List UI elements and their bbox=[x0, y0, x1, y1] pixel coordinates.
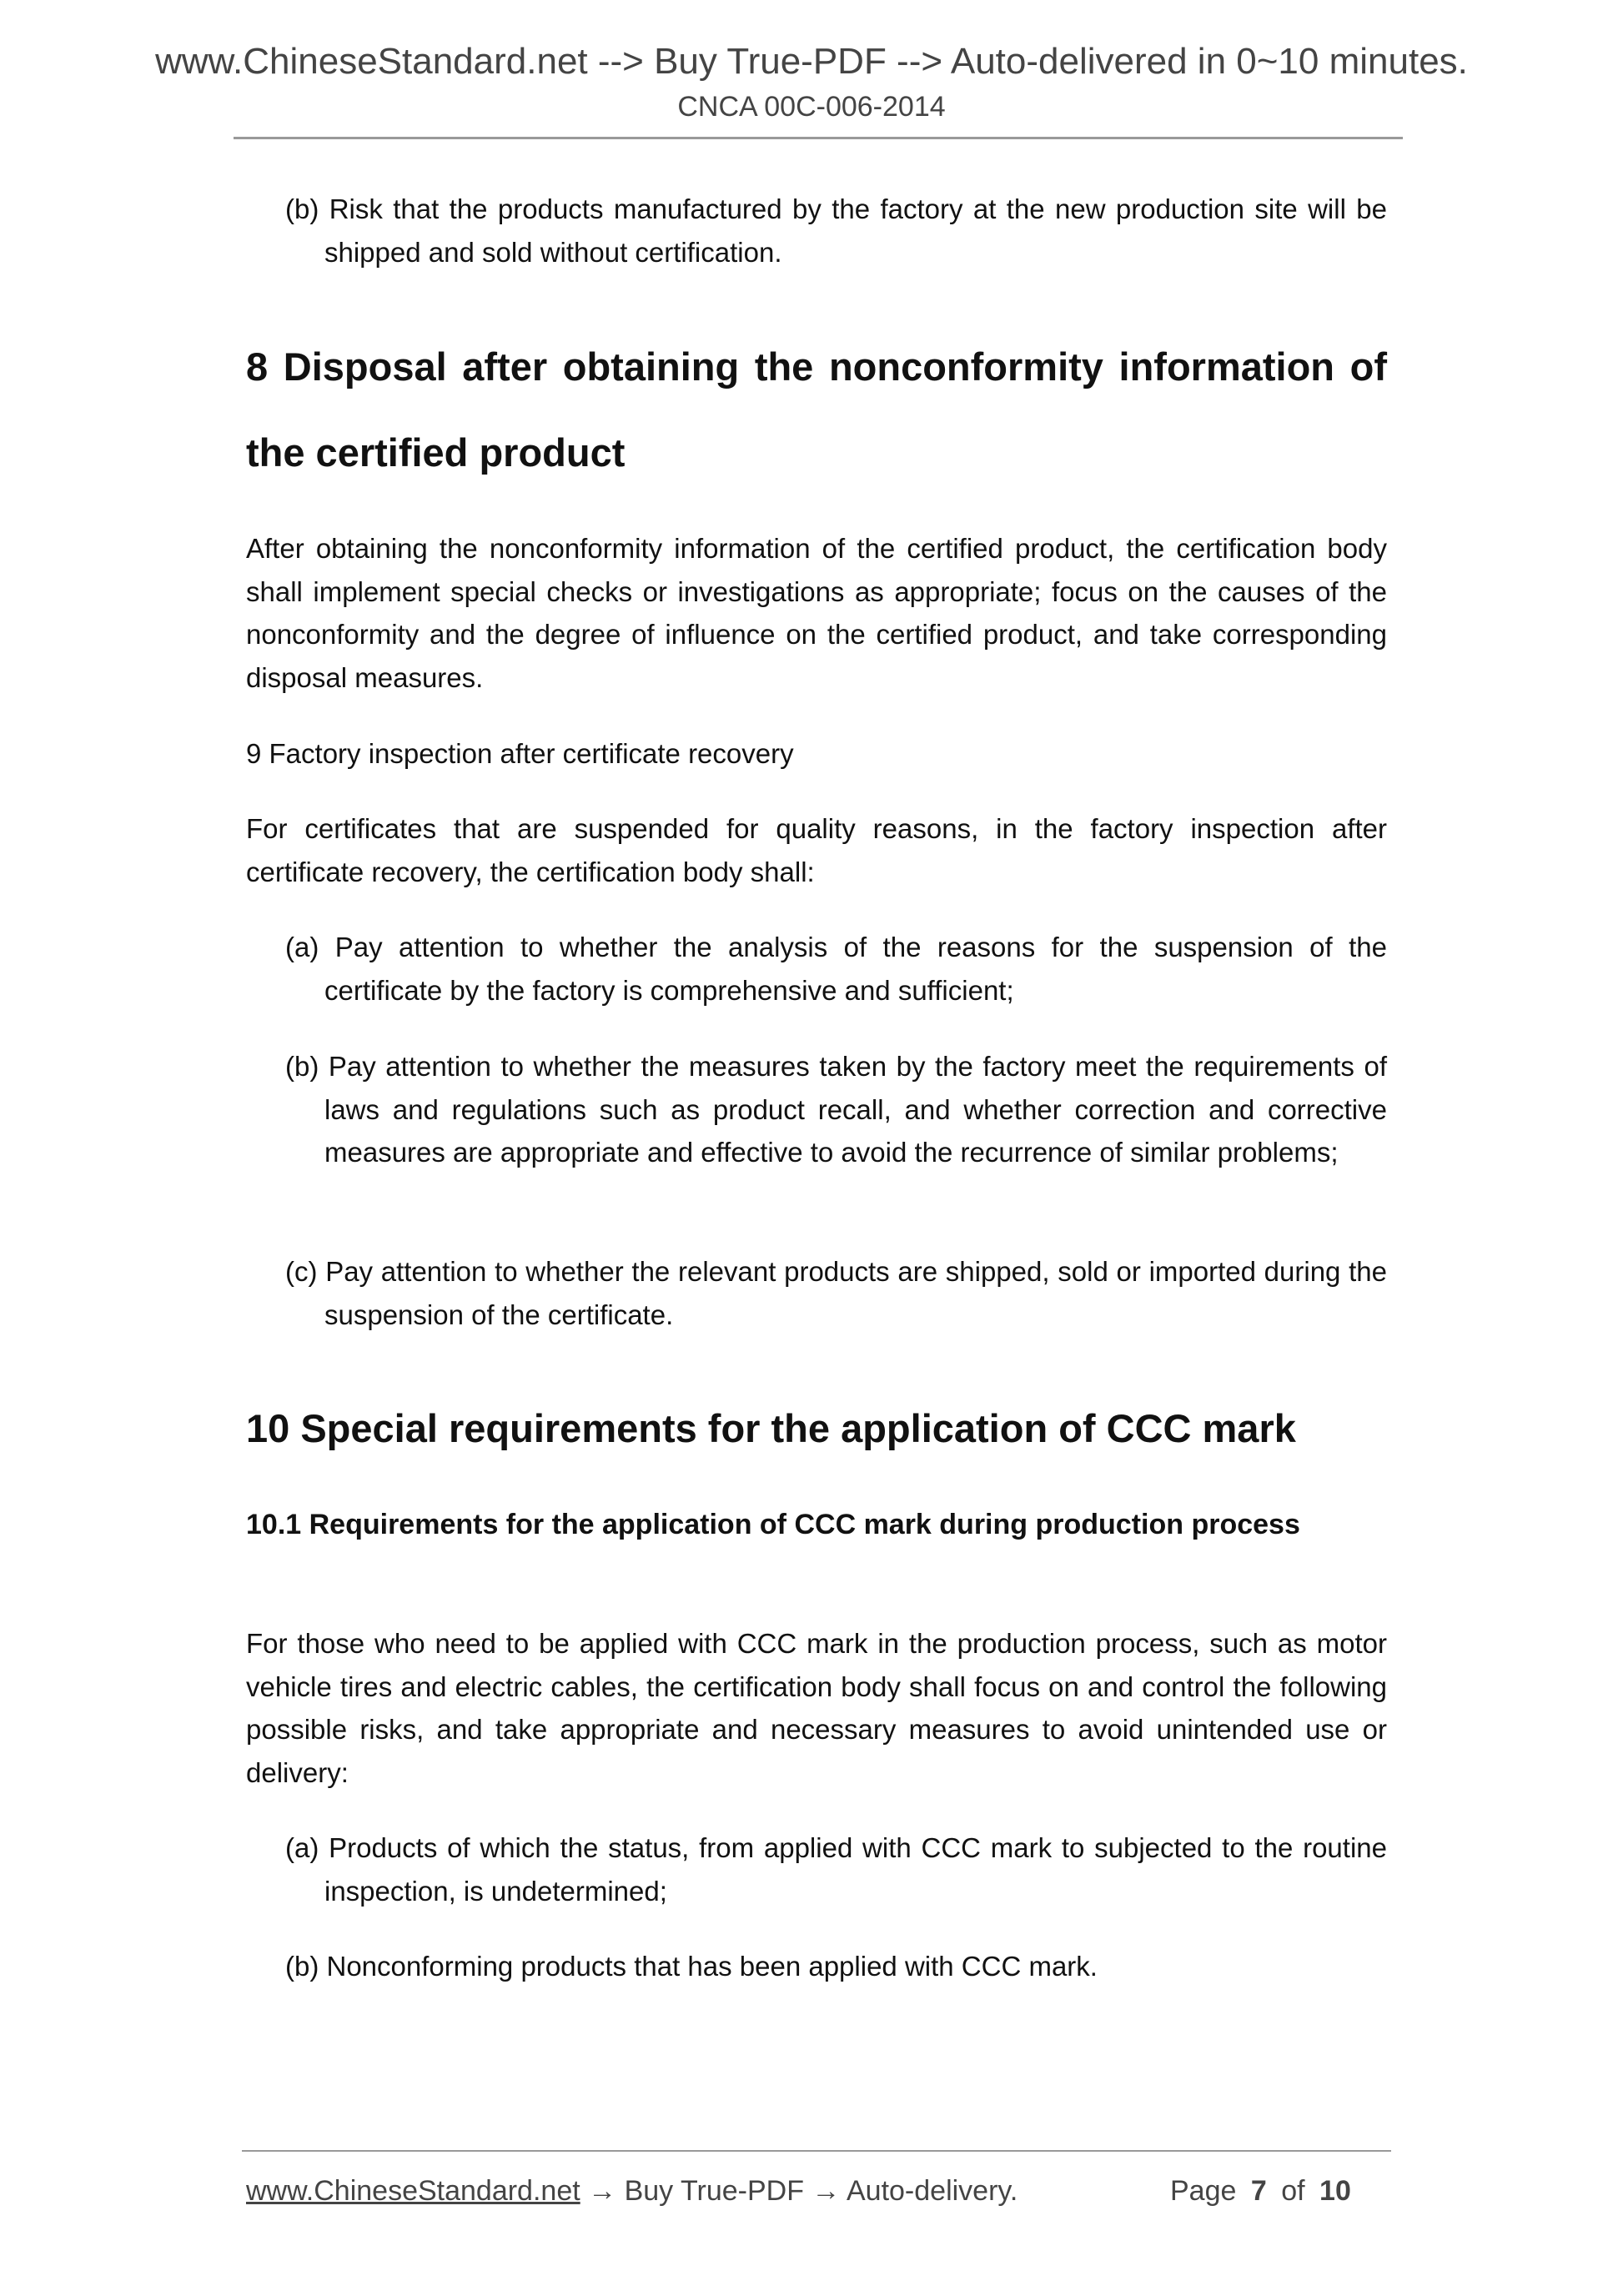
header-banner: www.ChineseStandard.net --> Buy True-PDF --> Auto-delivered in 0~10 minutes. bbox=[155, 41, 1468, 82]
document-id: CNCA 00C-006-2014 bbox=[677, 91, 946, 123]
page-of: of bbox=[1281, 2175, 1305, 2207]
page-number: 7 bbox=[1250, 2175, 1267, 2207]
paragraph: For those who need to be applied with CCC mark in the production process, such as motor vehicle tires and electric cables, the certification body shall focus on and control the following possible risks, and take appropriate and necessary measures to avoid unintended use or delivery: bbox=[246, 1628, 1387, 1788]
paragraph: After obtaining the nonconformity information of the certified product, the certification body shall implement special checks or investigations as appropriate; focus on the causes of the nonconformity and the degree of influence on the certified product, and take corresponding disposal measures. bbox=[246, 533, 1387, 693]
list-item: (c) Pay attention to whether the relevant products are shipped, sold or imported during the suspension of the certificate. bbox=[285, 1256, 1387, 1330]
list-item: (a) Products of which the status, from applied with CCC mark to subjected to the routine inspection, is undetermined; bbox=[285, 1832, 1387, 1907]
footer-rest: → Buy True-PDF → Auto-delivery. bbox=[580, 2175, 1018, 2207]
page-indicator bbox=[1170, 2175, 1351, 2208]
page-label: Page bbox=[1170, 2175, 1237, 2207]
list-item: (b) Pay attention to whether the measures taken by the factory meet the requirements of laws and regulations such as product recall, and whether correction and corrective measures are appropriate and effective to avoid the recurrence of similar problems; bbox=[285, 1051, 1387, 1168]
section-heading-8: 8 Disposal after obtaining the nonconformity information of the certified product bbox=[246, 344, 1387, 475]
section-heading-9: 9 Factory inspection after certificate recovery bbox=[246, 738, 794, 769]
section-heading-10: 10 Special requirements for the application of CCC mark bbox=[246, 1406, 1296, 1450]
list-item: (b) Risk that the products manufactured by the factory at the new production site will be shipped and sold without certification. bbox=[285, 193, 1387, 268]
paragraph: For certificates that are suspended for quality reasons, in the factory inspection after certificate recovery, the certification body shall: bbox=[246, 813, 1387, 887]
header-divider bbox=[234, 137, 1403, 139]
list-item: (b) Nonconforming products that has been applied with CCC mark. bbox=[285, 1951, 1098, 1982]
footer-divider bbox=[242, 2150, 1391, 2152]
footer-text bbox=[246, 2175, 1018, 2208]
subsection-heading-10-1: 10.1 Requirements for the application of CCC mark during production process bbox=[246, 1509, 1300, 1540]
list-item: (a) Pay attention to whether the analysis of the reasons for the suspension of the certificate by the factory is comprehensive and sufficient; bbox=[285, 932, 1387, 1006]
page-total: 10 bbox=[1319, 2175, 1351, 2207]
footer-link[interactable]: www.ChineseStandard.net bbox=[246, 2175, 580, 2207]
